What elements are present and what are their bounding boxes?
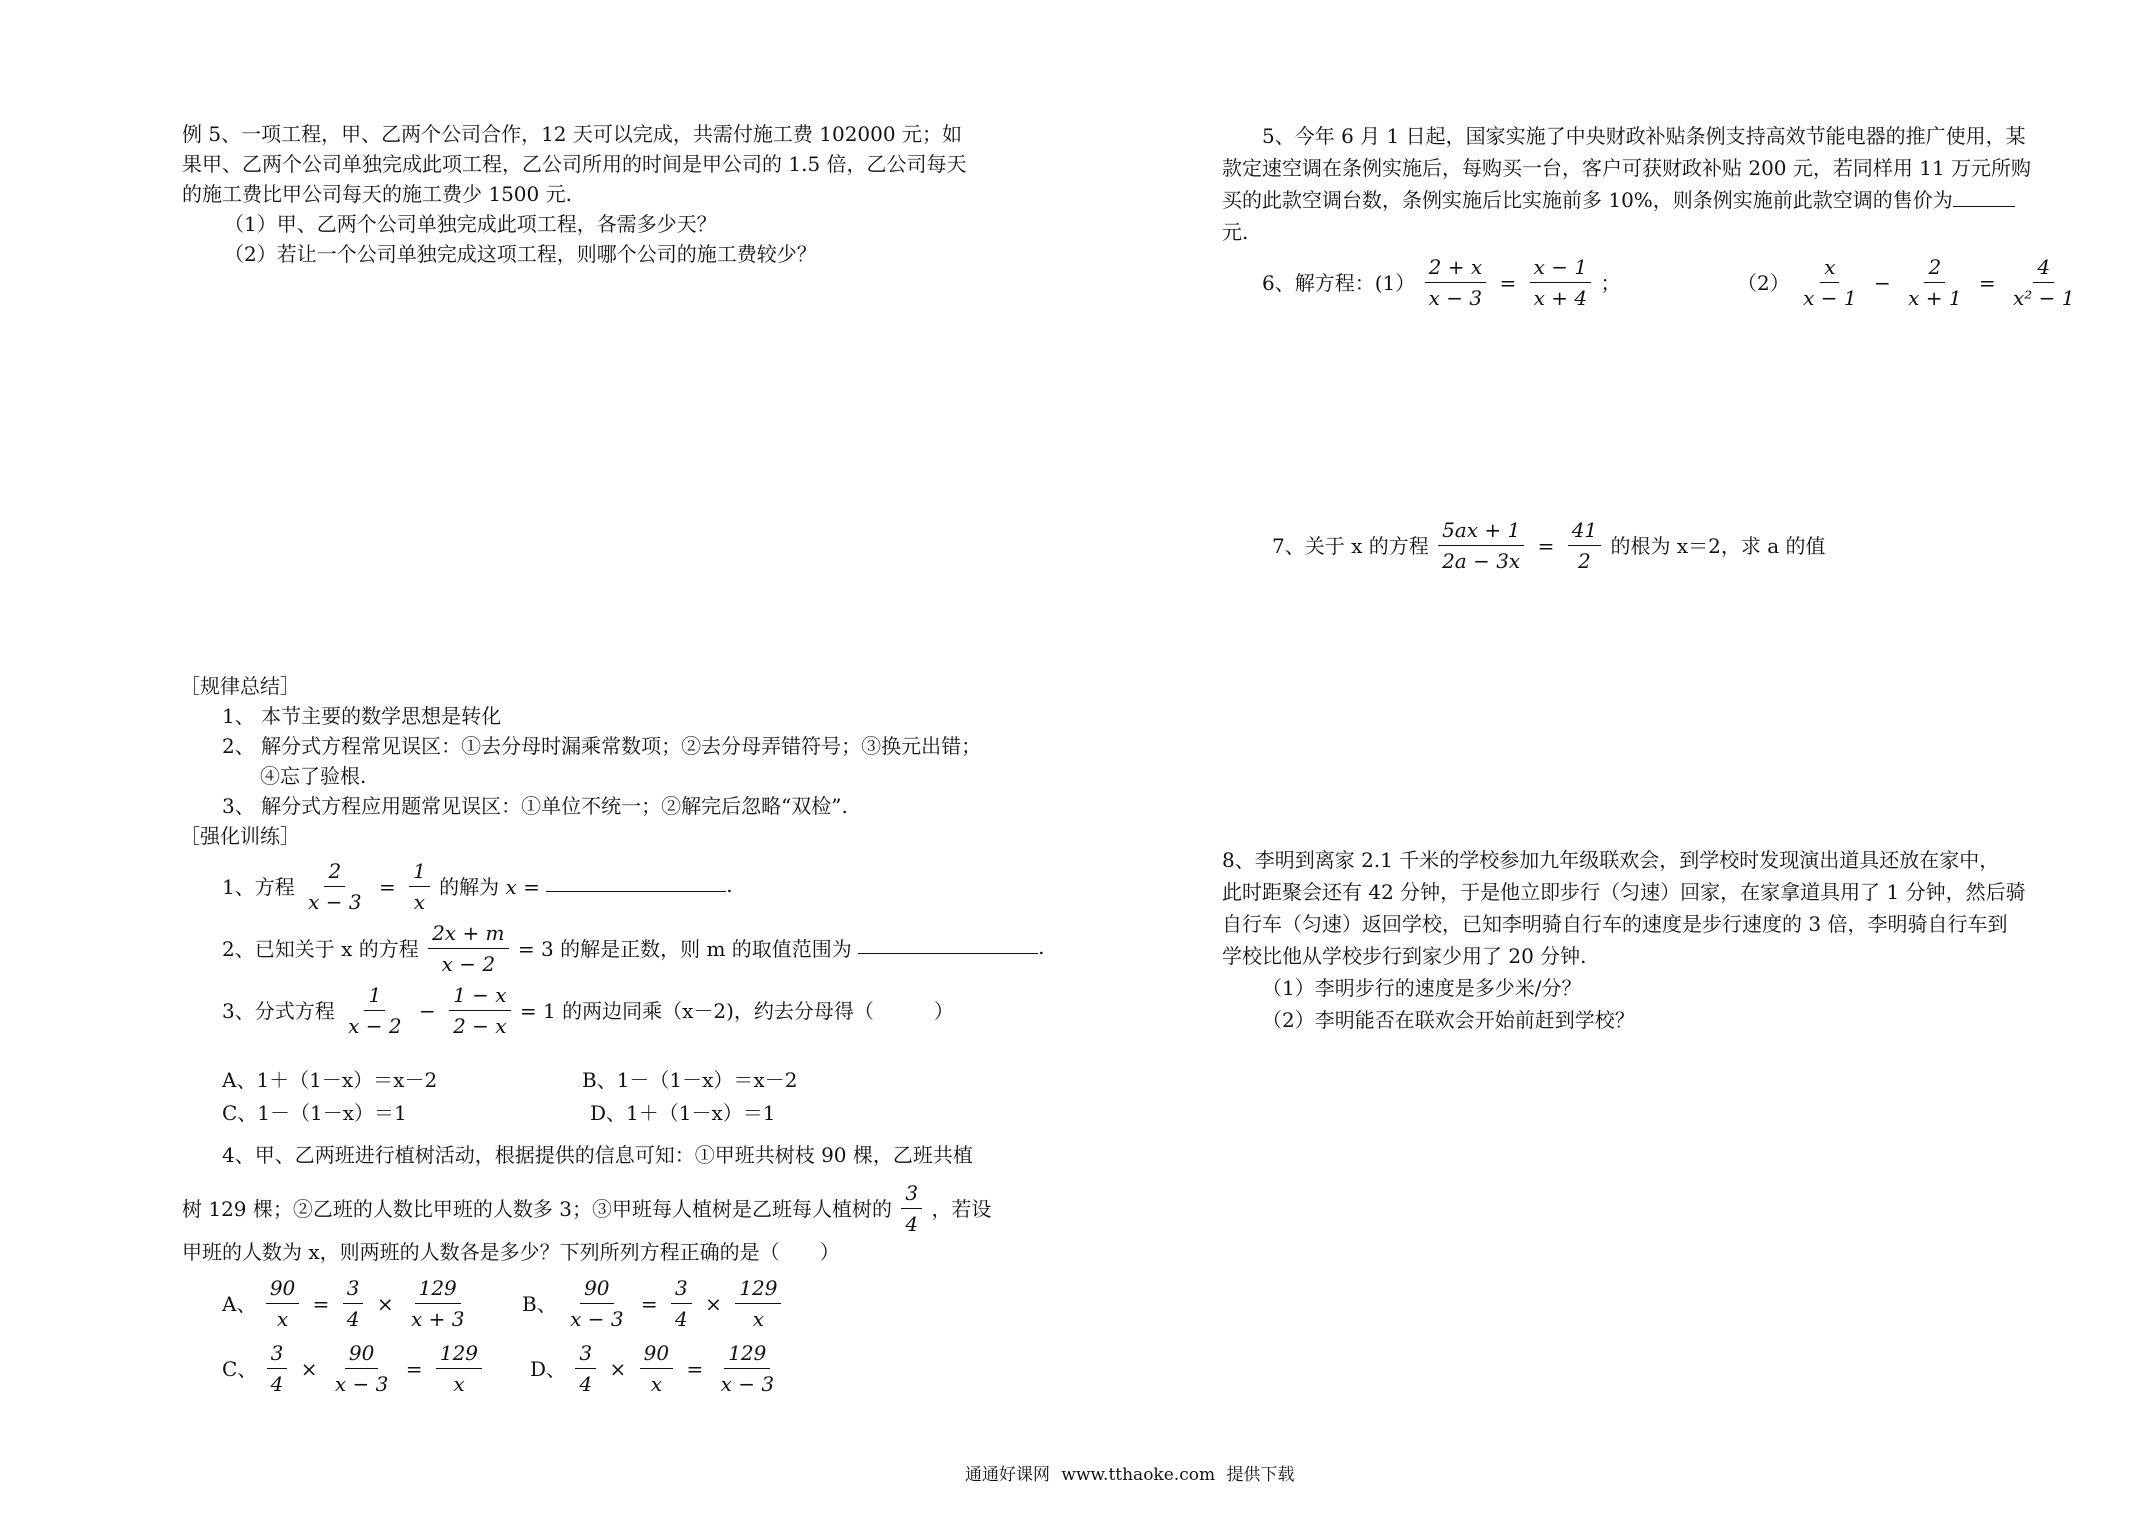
example5-question1: （1）甲、乙两个公司单独完成此项工程，各需多少天？ [224,212,717,236]
fraction: $\frac{3}{4}$ [901,1180,922,1237]
problem7: 7、关于 x 的方程 $\frac{5ax + 1}{2a - 3x}$ = $\frac{41}{2}$ 的根为 x＝2，求 a 的值 [1272,518,1826,573]
summary-item3: 3、 解分式方程应用题常见误区：①单位不统一；②解完后忽略“双检”. [222,794,848,818]
problem8-line2: 此时距聚会还有 42 分钟，于是他立即步行（匀速）回家，在家拿道具用了 1 分钟，然后骑 [1222,880,2026,904]
problem8-line3: 自行车（匀速）返回学校，已知李明骑自行车的速度是步行速度的 3 倍，李明骑自行车到 [1222,912,2008,936]
training-problem2: 2、已知关于 x 的方程 $\frac{2x + m}{x - 2}$ = 3 的解是正数，则 m 的取值范围为 . [222,921,1045,976]
example5-line2: 果甲、乙两个公司单独完成此项工程，乙公司所用的时间是甲公司的 1.5 倍，乙公司每天 [182,152,967,176]
summary-item2b: ④忘了验根. [260,764,367,788]
fraction: $\frac{1 - x}{2 - x}$ [449,982,510,1039]
problem4-line2: 树 129 棵；②乙班的人数比甲班的人数多 3；③甲班每人植树是乙班每人植树的 $\frac{3}{4}$ ，若设 [182,1181,992,1236]
problem5-line2: 款定速空调在条例实施后，每购买一台，客户可获财政补贴 200 元，若同样用 11 万元所购 [1222,156,2032,180]
problem4-line3: 甲班的人数为 x，则两班的人数各是多少？下列所列方程正确的是（ ） [182,1240,840,1264]
problem3-option-b: B、1－（1－x）＝x－2 [582,1068,798,1092]
answer-blank[interactable] [858,933,1038,954]
fraction: $\frac{2}{x - 3}$ [308,859,362,914]
fraction: $\frac{1}{x}$ [409,858,430,915]
summary-heading: ［规律总结］ [180,674,300,698]
problem4-line1: 4、甲、乙两班进行植树活动，根据提供的信息可知：①甲班共树枝 90 棵，乙班共植 [222,1143,973,1167]
problem5-line4: 元. [1222,220,1249,244]
problem6-part1: 6、解方程：(1） $\frac{2 + x}{x - 3}$ = $\frac{x - 1}{x + 4}$ ； [1262,255,1621,310]
fraction: $\frac{1}{x - 2}$ [348,983,402,1038]
problem8-line1: 8、李明到离家 2.1 千米的学校参加九年级联欢会，到学校时发现演出道具还放在家中， [1222,848,2000,872]
problem5-line1: 5、今年 6 月 1 日起，国家实施了中央财政补贴条例支持高效节能电器的推广使用，某 [1262,124,2026,148]
problem4-option-a: A、 $\frac{90}{x}$ = $\frac{3}{4}$ × $\frac{129}{x + 3}$ [222,1276,465,1331]
problem4-option-c: C、 $\frac{3}{4}$ × $\frac{90}{x - 3}$ = $\frac{129}{x}$ [222,1340,485,1397]
problem6-part2: （2） $\frac{x}{x - 1}$ − $\frac{2}{x + 1}$ = $\frac{4}{\text{x² − 1}}$ [1737,255,2075,310]
footer-url[interactable]: www.tthaoke.com [1061,1465,1216,1485]
problem8-line4: 学校比他从学校步行到家少用了 20 分钟. [1222,944,1587,968]
example5-line3: 的施工费比甲公司每天的施工费少 1500 元. [182,182,572,206]
problem3-option-c: C、1－（1－x）＝1 [222,1101,407,1125]
fraction: $\frac{2x + m}{x - 2}$ [428,920,508,977]
summary-item1: 1、 本节主要的数学思想是转化 [222,704,502,728]
problem3-option-d: D、1＋（1－x）＝1 [590,1101,776,1125]
summary-item2a: 2、 解分式方程常见误区：①去分母时漏乘常数项；②去分母弄错符号；③换元出错； [222,734,982,758]
problem8-question1: （1）李明步行的速度是多少米/分？ [1262,976,1582,1000]
footer-tagline: 提供下载 [1226,1465,1295,1485]
problem5-line3: 买的此款空调台数，条例实施后比实施前多 10%，则条例实施前此款空调的售价为 [1222,185,2015,215]
problem4-option-d: D、 $\frac{3}{4}$ × $\frac{90}{x}$ = $\frac{129}{x - 3}$ [530,1341,775,1396]
footer-site-name: 通通好课网 [965,1465,1050,1485]
training-problem1: 1、方程 $\frac{2}{x - 3}$ = $\frac{1}{x}$ 的解为 x = . [222,859,733,914]
training-heading: ［强化训练］ [180,824,300,848]
training-problem3: 3、分式方程 $\frac{1}{x - 2}$ − $\frac{1 - x}{2 - x}$ = 1 的两边同乘（x－2)，约去分母得（ ） [222,983,954,1038]
problem4-option-b: B、 $\frac{90}{x - 3}$ = $\frac{3}{4}$ × $\frac{129}{x}$ [522,1275,784,1332]
answer-blank[interactable] [1953,186,2015,207]
problem8-question2: （2）李明能否在联欢会开始前赶到学校？ [1262,1008,1635,1032]
example5-question2: （2）若让一个公司单独完成这项工程，则哪个公司的施工费较少？ [224,242,817,266]
problem3-option-a: A、1＋（1－x）＝x－2 [222,1068,438,1092]
example5-line1: 例 5、一项工程，甲、乙两个公司合作，12 天可以完成，共需付施工费 102000 元；如 [182,122,962,146]
page-footer [965,1460,1300,1485]
answer-blank[interactable] [546,871,726,892]
